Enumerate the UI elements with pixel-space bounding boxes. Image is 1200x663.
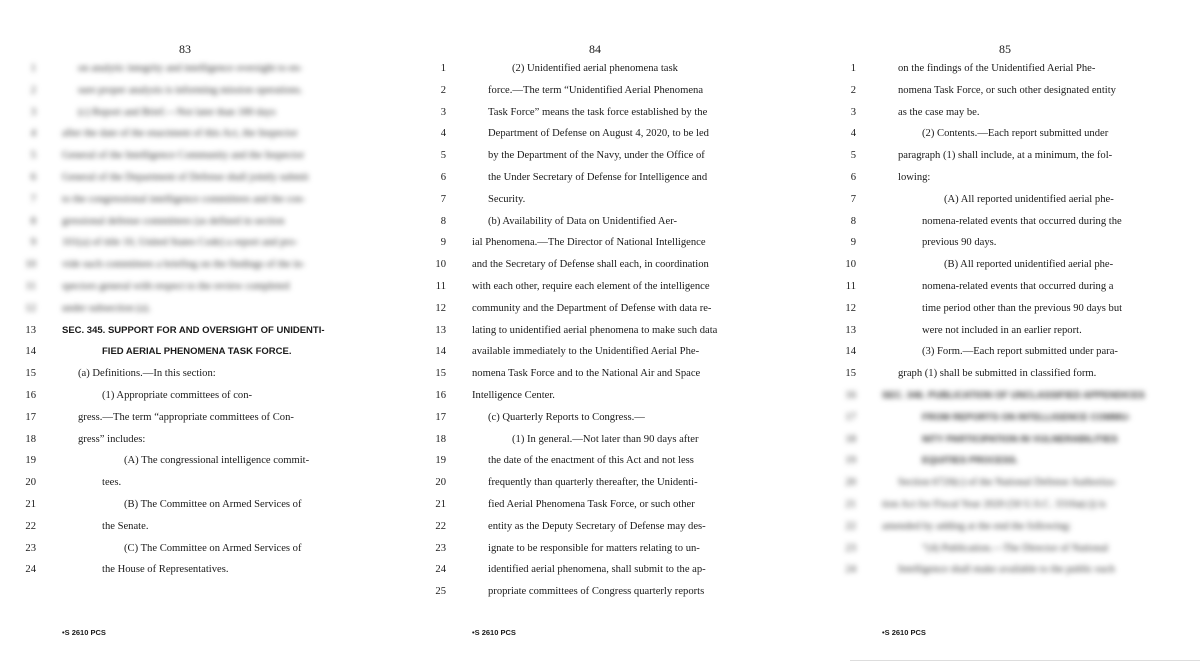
line-text: on the findings of the Unidentified Aerial Phe- bbox=[898, 63, 1096, 74]
line-number: 1 bbox=[850, 63, 856, 74]
line-number: 18 bbox=[25, 433, 36, 445]
line-number: 5 bbox=[440, 150, 446, 162]
line-number: 23 bbox=[845, 542, 856, 554]
line-text: tees. bbox=[102, 477, 122, 489]
page-84 bbox=[410, 0, 780, 663]
line-text: the date of the enactment of this Act and not less bbox=[488, 455, 694, 467]
line-text: SEC. 345. SUPPORT FOR AND OVERSIGHT OF UNIDENTI- bbox=[62, 324, 325, 336]
line-number: 15 bbox=[435, 368, 446, 380]
line-text: as the case may be. bbox=[898, 106, 980, 118]
line-number: 20 bbox=[25, 477, 36, 489]
line-text: the House of Representatives. bbox=[102, 564, 229, 576]
line-number: 22 bbox=[25, 520, 36, 532]
line-text: tion Act for Fiscal Year 2020 (50 U.S.C. 3316a(c)) is bbox=[882, 499, 1106, 510]
line-number: 22 bbox=[435, 520, 446, 532]
line-number: 17 bbox=[435, 411, 446, 423]
line-number: 23 bbox=[435, 542, 446, 554]
line-text: NITY PARTICIPATION IN VULNERABILITIES bbox=[922, 433, 1118, 445]
line-text: (1) Appropriate committees of con- bbox=[102, 390, 253, 401]
line-text: identified aerial phenomena, shall submit to the ap- bbox=[488, 564, 706, 576]
line-number: 13 bbox=[25, 324, 36, 336]
line-text: by the Department of the Navy, under the Office of bbox=[488, 150, 705, 162]
line-number: 24 bbox=[25, 564, 36, 576]
line-number: 6 bbox=[850, 172, 856, 183]
line-text: the Senate. bbox=[102, 520, 149, 532]
bill-footer: •S 2610 PCS bbox=[62, 628, 106, 637]
line-text: the Under Secretary of Defense for Intelligence and bbox=[488, 172, 708, 183]
line-number: 17 bbox=[845, 411, 856, 423]
line-text: were not included in an earlier report. bbox=[922, 324, 1082, 336]
line-number: 3 bbox=[440, 106, 446, 118]
line-number: 8 bbox=[30, 215, 36, 227]
line-text: (B) All reported unidentified aerial phe- bbox=[944, 259, 1114, 271]
line-text: previous 90 days. bbox=[922, 237, 997, 249]
line-text: (A) The congressional intelligence commit- bbox=[124, 455, 310, 467]
line-text: Department of Defense on August 4, 2020, to be led bbox=[488, 128, 709, 140]
line-number: 21 bbox=[845, 499, 856, 510]
line-number: 21 bbox=[435, 499, 446, 510]
line-text: (A) All reported unidentified aerial phe- bbox=[944, 193, 1114, 205]
line-text: (c) Report and Brief.—Not later than 180 days bbox=[78, 106, 276, 118]
line-text: propriate committees of Congress quarterly reports bbox=[488, 586, 705, 598]
line-number: 8 bbox=[850, 215, 856, 227]
line-number: 7 bbox=[440, 193, 446, 205]
line-number: 9 bbox=[440, 237, 446, 249]
line-number: 6 bbox=[440, 172, 446, 183]
line-text: (1) In general.—Not later than 90 days after bbox=[512, 433, 699, 445]
line-number: 3 bbox=[850, 106, 856, 118]
line-text: gress.—The term “appropriate committees of Con- bbox=[78, 411, 294, 423]
line-number: 10 bbox=[435, 259, 446, 271]
line-number: 10 bbox=[25, 259, 36, 271]
line-number: 16 bbox=[25, 390, 36, 401]
line-text: nomena-related events that occurred during a bbox=[922, 281, 1114, 292]
line-text: sure proper analysis is informing mission operations. bbox=[78, 84, 303, 96]
line-text: SEC. 346. PUBLICATION OF UNCLASSIFIED APPENDICES bbox=[882, 390, 1145, 401]
line-text: amended by adding at the end the following: bbox=[882, 520, 1072, 532]
line-text: (3) Form.—Each report submitted under para- bbox=[922, 346, 1118, 358]
line-number: 3 bbox=[30, 106, 36, 118]
line-number: 9 bbox=[850, 237, 856, 249]
line-text: nomena Task Force and to the National Air and Space bbox=[472, 368, 701, 380]
line-number: 12 bbox=[435, 302, 446, 314]
page-number: 85 bbox=[999, 42, 1011, 56]
line-number: 9 bbox=[30, 237, 36, 249]
line-text: fied Aerial Phenomena Task Force, or such other bbox=[488, 499, 695, 510]
line-number: 19 bbox=[845, 455, 856, 467]
line-text: (2) Unidentified aerial phenomena task bbox=[512, 63, 678, 74]
line-number: 22 bbox=[845, 520, 856, 532]
line-number: 4 bbox=[850, 128, 856, 140]
page-number: 83 bbox=[179, 42, 191, 56]
line-text: paragraph (1) shall include, at a minimum, the fol- bbox=[898, 150, 1113, 162]
bill-footer: •S 2610 PCS bbox=[472, 628, 516, 637]
line-number: 18 bbox=[435, 433, 446, 445]
line-number: 15 bbox=[845, 368, 856, 380]
line-number: 14 bbox=[845, 346, 856, 358]
line-text: and the Secretary of Defense shall each, in coordination bbox=[472, 259, 709, 271]
line-text: Intelligence shall make available to the public each bbox=[898, 564, 1115, 576]
line-number: 11 bbox=[25, 281, 36, 292]
line-number: 17 bbox=[25, 411, 36, 423]
line-number: 2 bbox=[30, 84, 36, 96]
line-text: spectors general with respect to the review completed bbox=[62, 281, 290, 292]
line-text: under subsection (a). bbox=[62, 302, 151, 314]
line-number: 18 bbox=[845, 433, 856, 445]
line-text: on analytic integrity and intelligence oversight to en- bbox=[78, 63, 303, 74]
line-text: graph (1) shall be submitted in classified form. bbox=[898, 368, 1097, 380]
line-number: 8 bbox=[440, 215, 446, 227]
line-text: time period other than the previous 90 days but bbox=[922, 302, 1123, 314]
line-text: nomena Task Force, or such other designated entity bbox=[898, 84, 1116, 96]
line-text: (B) The Committee on Armed Services of bbox=[124, 499, 302, 510]
line-text: FIED AERIAL PHENOMENA TASK FORCE. bbox=[102, 346, 292, 358]
line-text: (C) The Committee on Armed Services of bbox=[124, 542, 302, 554]
line-text: General of the Intelligence Community and the Inspector bbox=[62, 150, 305, 162]
line-text: (c) Quarterly Reports to Congress.— bbox=[488, 411, 645, 423]
line-number: 10 bbox=[845, 259, 856, 271]
line-number: 19 bbox=[435, 455, 446, 467]
line-text: (2) Contents.—Each report submitted under bbox=[922, 128, 1109, 140]
page-number: 84 bbox=[589, 42, 601, 56]
line-number: 12 bbox=[25, 302, 36, 314]
line-text: Security. bbox=[488, 193, 526, 205]
line-number: 24 bbox=[435, 564, 446, 576]
line-text: after the date of the enactment of this Act, the Inspector bbox=[62, 128, 298, 140]
line-number: 11 bbox=[435, 281, 446, 292]
line-text: with each other, require each element of the intelligence bbox=[472, 281, 710, 292]
line-text: force.—The term “Unidentified Aerial Phenomena bbox=[488, 84, 704, 96]
line-text: General of the Department of Defense shall jointly submit bbox=[62, 172, 309, 183]
line-text: gressional defense committees (as defined in section bbox=[62, 215, 285, 227]
line-text: “(4) Publication.—The Director of National bbox=[922, 542, 1109, 554]
line-number: 2 bbox=[850, 84, 856, 96]
line-number: 14 bbox=[25, 346, 36, 358]
line-number: 12 bbox=[845, 302, 856, 314]
line-number: 1 bbox=[30, 63, 36, 74]
page-83 bbox=[0, 0, 380, 663]
line-text: 101(a) of title 10, United States Code) a report and pro- bbox=[62, 237, 298, 249]
line-number: 23 bbox=[25, 542, 36, 554]
line-text: lating to unidentified aerial phenomena to make such data bbox=[472, 324, 718, 336]
line-text: vide such committees a briefing on the findings of the in- bbox=[62, 259, 306, 271]
line-number: 5 bbox=[850, 150, 856, 162]
line-text: nomena-related events that occurred during the bbox=[922, 215, 1122, 227]
line-text: (a) Definitions.—In this section: bbox=[78, 368, 216, 380]
line-text: entity as the Deputy Secretary of Defense may des- bbox=[488, 520, 706, 532]
line-number: 1 bbox=[440, 63, 446, 74]
line-text: available immediately to the Unidentified Aerial Phe- bbox=[472, 346, 700, 358]
line-number: 4 bbox=[30, 128, 36, 140]
line-number: 16 bbox=[435, 390, 446, 401]
line-text: (b) Availability of Data on Unidentified Aer- bbox=[488, 215, 678, 227]
line-text: frequently than quarterly thereafter, the Unidenti- bbox=[488, 477, 698, 489]
line-number: 13 bbox=[845, 324, 856, 336]
line-text: ial Phenomena.—The Director of National Intelligence bbox=[472, 237, 706, 249]
line-text: EQUITIES PROCESS. bbox=[922, 455, 1019, 467]
line-text: FROM REPORTS ON INTELLIGENCE COMMU- bbox=[922, 411, 1131, 423]
page-85 bbox=[820, 0, 1200, 663]
line-number: 25 bbox=[435, 586, 446, 598]
line-text: Task Force” means the task force established by the bbox=[488, 106, 708, 118]
line-number: 20 bbox=[435, 477, 446, 489]
line-text: community and the Department of Defense with data re- bbox=[472, 302, 712, 314]
line-number: 20 bbox=[845, 477, 856, 489]
page-edge-divider bbox=[850, 660, 1200, 661]
line-number: 21 bbox=[25, 499, 36, 510]
line-number: 5 bbox=[30, 150, 36, 162]
line-text: gress” includes: bbox=[78, 433, 146, 445]
line-text: to the congressional intelligence committees and the con- bbox=[62, 193, 306, 205]
line-number: 14 bbox=[435, 346, 446, 358]
line-number: 11 bbox=[845, 281, 856, 292]
line-number: 6 bbox=[30, 172, 36, 183]
line-text: Section 6720(c) of the National Defense Authoriza- bbox=[898, 477, 1117, 489]
bill-footer: •S 2610 PCS bbox=[882, 628, 926, 637]
line-number: 15 bbox=[25, 368, 36, 380]
line-number: 16 bbox=[845, 390, 856, 401]
line-text: lowing: bbox=[898, 172, 931, 183]
line-number: 13 bbox=[435, 324, 446, 336]
line-number: 4 bbox=[440, 128, 446, 140]
line-number: 7 bbox=[850, 193, 856, 205]
line-number: 7 bbox=[30, 193, 36, 205]
line-text: Intelligence Center. bbox=[472, 390, 555, 401]
line-text: ignate to be responsible for matters relating to un- bbox=[488, 542, 700, 554]
line-number: 2 bbox=[440, 84, 446, 96]
line-number: 24 bbox=[845, 564, 856, 576]
line-number: 19 bbox=[25, 455, 36, 467]
